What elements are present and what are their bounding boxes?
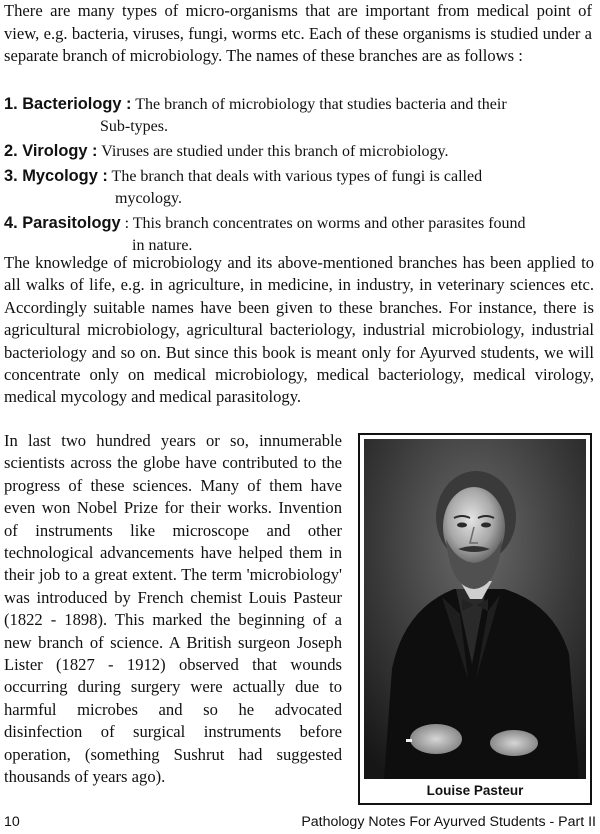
branch-description: The branch of microbiology that studies bacteria and their — [131, 96, 507, 113]
branch-description: Viruses are studied under this branch of microbiology. — [97, 143, 449, 160]
branch-description-continued: mycology. — [115, 190, 182, 207]
book-page — [4, 0, 594, 834]
branch-term: 3. Mycology : — [4, 167, 108, 185]
portrait-photo — [364, 439, 586, 779]
intro-paragraph: There are many types of micro-organisms that are important from medical point of view, e.g. bacteria, viruses, fungi, worms etc. Each of these organisms is studied under a separate branch of microbiology. The names of these branches are as follows : — [4, 1, 592, 65]
branch-description-continued: in nature. — [132, 237, 193, 254]
applications-paragraph: The knowledge of microbiology and its above-mentioned branches has been applied to all walks of life, e.g. in agriculture, in medicine, in industry, in veterinary sciences etc. Accordingly suitable names have been given to these branches. For instance, there is agricultural microbiology, agricultural bacteriology, industrial microbiology, industrial bacteriology and so on. But since this book is meant only for Ayurved students, we will concentrate only on medical microbiology, medical bacteriology, medical virology, medical mycology and medical parasitology. — [4, 253, 594, 407]
branch-item-mycology — [4, 165, 594, 210]
figure-caption: Louise Pasteur — [426, 783, 524, 798]
branch-term: 4. Parasitology — [4, 214, 121, 232]
branch-term: 1. Bacteriology : — [4, 95, 132, 113]
branch-item-bacteriology — [4, 93, 594, 138]
branch-description: The branch that deals with various types of fungi is called — [107, 168, 483, 185]
portrait-figure — [358, 433, 592, 805]
branch-item-virology — [4, 140, 594, 163]
branch-description: : This branch concentrates on worms and other parasites found — [120, 215, 526, 232]
page-number: 10 — [4, 814, 20, 830]
page-footer — [4, 812, 596, 832]
history-paragraph: In last two hundred years or so, innumerable scientists across the globe have contributed to the progress of these sciences. Many of them have even won Nobel Prize for their works. Invention of instruments like microscope and other technological advancements have helped them in their job to a great extent. The term 'microbiology' was introduced by French chemist Louis Pasteur (1822 - 1898). This marked the beginning of a new branch of science. A British surgeon Joseph Lister (1827 - 1912) observed that wounds occurring during surgery were actually due to harmful microbes and so he advocated disinfection of surgical instruments before operation, (something Sushrut had suggested thousands of years ago). — [4, 431, 342, 787]
branch-description-continued: Sub-types. — [100, 118, 168, 135]
branch-term: 2. Virology : — [4, 142, 98, 160]
running-title: Pathology Notes For Ayurved Students - Part II — [301, 814, 596, 830]
branch-list — [4, 93, 594, 259]
portrait-image — [364, 439, 586, 779]
branch-item-parasitology — [4, 212, 594, 257]
